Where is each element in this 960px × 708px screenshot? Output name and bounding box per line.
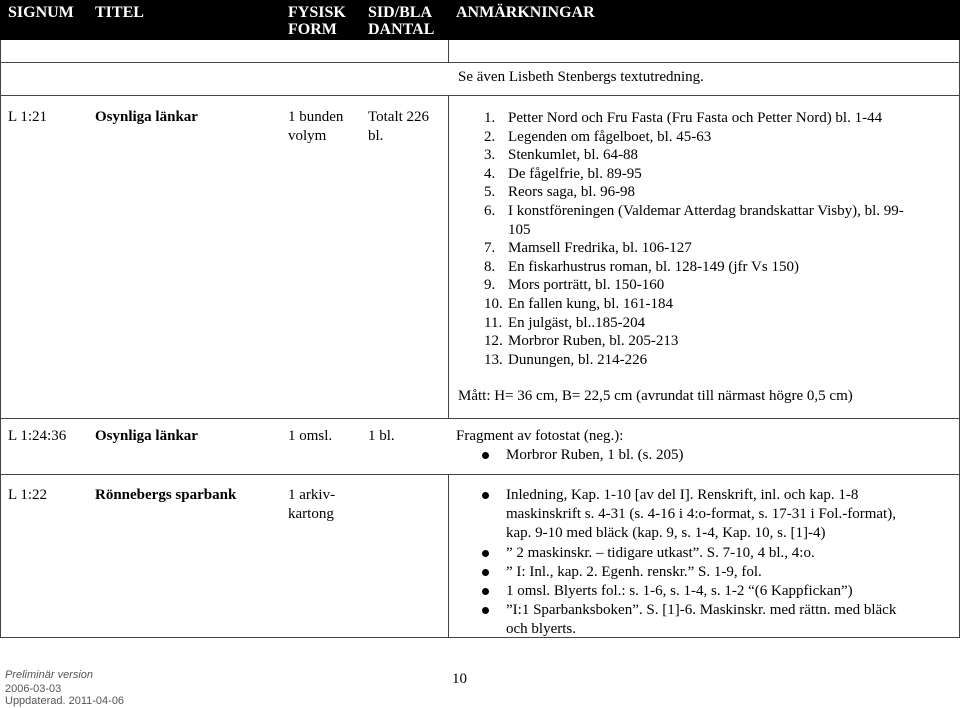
bullet-icon (482, 550, 489, 557)
list-item-number: 11. (484, 314, 503, 331)
list-item: Morbror Ruben, bl. 205-213 (508, 333, 679, 350)
list-item: I konstföreningen (Valdemar Atterdag brandskattar Visby), bl. 99- (508, 203, 904, 219)
list-item-number: 4. (484, 165, 496, 182)
list-item: En fiskarhustrus roman, bl. 128-149 (jfr Vs 150) (508, 258, 799, 275)
list-item: 105 (508, 221, 531, 238)
header-signum: SIGNUM (8, 4, 74, 21)
table-header (0, 0, 960, 40)
bullet-icon (482, 607, 489, 614)
signum-cell: L 1:24:36 (8, 428, 67, 444)
list-item-number: 6. (484, 203, 496, 219)
sid-cell: bl. (368, 128, 384, 144)
fysisk-cell: 1 arkiv- (288, 487, 336, 503)
list-item-number: 3. (484, 147, 496, 164)
list-item: Dunungen, bl. 214-226 (508, 351, 648, 368)
list-item: De fågelfrie, bl. 89-95 (508, 165, 642, 182)
bullet-icon (482, 569, 489, 576)
matt-note: Mått: H= 36 cm, B= 22,5 cm (avrundat till närmast högre 0,5 cm) (458, 388, 853, 404)
header-sid-1: SID/BLA (368, 4, 433, 21)
footer-date: 2006-03-03 (5, 683, 62, 695)
header-fysisk-1: FYSISK (288, 4, 346, 21)
list-item-number: 9. (484, 277, 496, 294)
header-sid-2: DANTAL (368, 21, 435, 38)
anmarkning-cell: Fragment av fotostat (neg.): (456, 428, 624, 444)
row-divider (0, 637, 960, 638)
row-divider (0, 418, 960, 419)
bullet-item-line: kap. 9-10 med bläck (kap. 9, s. 1-4, Kap. 10, s. [1]-4) (506, 525, 826, 542)
col-divider (448, 40, 449, 63)
titel-cell: Osynliga länkar (95, 428, 198, 444)
col-divider (448, 475, 449, 638)
list-item: Mamsell Fredrika, bl. 106-127 (508, 240, 692, 257)
list-item: Petter Nord och Fru Fasta (Fru Fasta och Petter Nord) bl. 1-44 (508, 110, 883, 126)
list-item-number: 2. (484, 128, 496, 145)
sid-cell: 1 bl. (368, 428, 395, 444)
bullet-item-line: och blyerts. (506, 621, 576, 638)
bullet-item: Morbror Ruben, 1 bl. (s. 205) (506, 447, 684, 463)
list-item-number: 13. (484, 351, 503, 368)
list-item-number: 1. (484, 110, 496, 126)
signum-cell: L 1:21 (8, 109, 48, 125)
list-item-number: 8. (484, 258, 496, 275)
footer-updated: Uppdaterad. 2011-04-06 (5, 695, 125, 707)
bullet-icon (482, 588, 489, 595)
list-item-number: 5. (484, 184, 496, 201)
header-anmarkningar: ANMÄRKNINGAR (456, 4, 595, 21)
page-number: 10 (452, 671, 467, 687)
list-item: Legenden om fågelboet, bl. 45-63 (508, 128, 712, 145)
row-divider (0, 95, 960, 96)
fysisk-cell: 1 bunden (288, 109, 344, 125)
bullet-item-line: Inledning, Kap. 1-10 [av del I]. Renskrift, inl. och kap. 1-8 (506, 487, 859, 503)
fysisk-cell: 1 omsl. (288, 428, 333, 444)
signum-cell: L 1:22 (8, 487, 48, 503)
fysisk-cell: kartong (288, 506, 334, 522)
row-divider (0, 62, 960, 63)
sid-cell: Totalt 226 (368, 109, 430, 125)
fysisk-cell: volym (288, 128, 327, 144)
bullet-item-line: ” 2 maskinskr. – tidigare utkast”. S. 7-10, 4 bl., 4:o. (506, 544, 815, 561)
list-item: En fallen kung, bl. 161-184 (508, 296, 673, 312)
bullet-icon (482, 492, 489, 499)
bullet-item-line: ” I: Inl., kap. 2. Egenh. renskr.” S. 1-9, fol. (506, 563, 762, 580)
list-item-number: 7. (484, 240, 496, 257)
bullet-item-line: maskinskrift s. 4-31 (s. 4-16 i 4:o-format, s. 17-31 i Fol.-format), (506, 506, 896, 523)
titel-cell: Osynliga länkar (95, 109, 198, 125)
col-divider (0, 40, 1, 638)
note-textutredning: Se även Lisbeth Stenbergs textutredning. (458, 69, 704, 85)
list-item: Mors porträtt, bl. 150-160 (508, 277, 665, 294)
list-item: En julgäst, bl..185-204 (508, 314, 646, 331)
footer-version: Preliminär version (5, 669, 94, 681)
bullet-item-line: ”I:1 Sparbanksboken”. S. [1]-6. Maskinskr. med rättn. med bläck (506, 602, 897, 619)
bullet-item-line: 1 omsl. Blyerts fol.: s. 1-6, s. 1-4, s. 1-2 “(6 Kappfickan”) (506, 583, 853, 599)
row-divider (0, 474, 960, 475)
list-item-number: 10. (484, 296, 503, 312)
header-titel: TITEL (95, 4, 144, 21)
bullet-icon (482, 452, 489, 459)
header-fysisk-2: FORM (288, 21, 337, 38)
list-item: Stenkumlet, bl. 64-88 (508, 147, 638, 164)
col-divider (448, 96, 449, 419)
list-item: Reors saga, bl. 96-98 (508, 184, 636, 201)
list-item-number: 12. (484, 333, 503, 350)
titel-cell: Rönnebergs sparbank (95, 487, 237, 503)
